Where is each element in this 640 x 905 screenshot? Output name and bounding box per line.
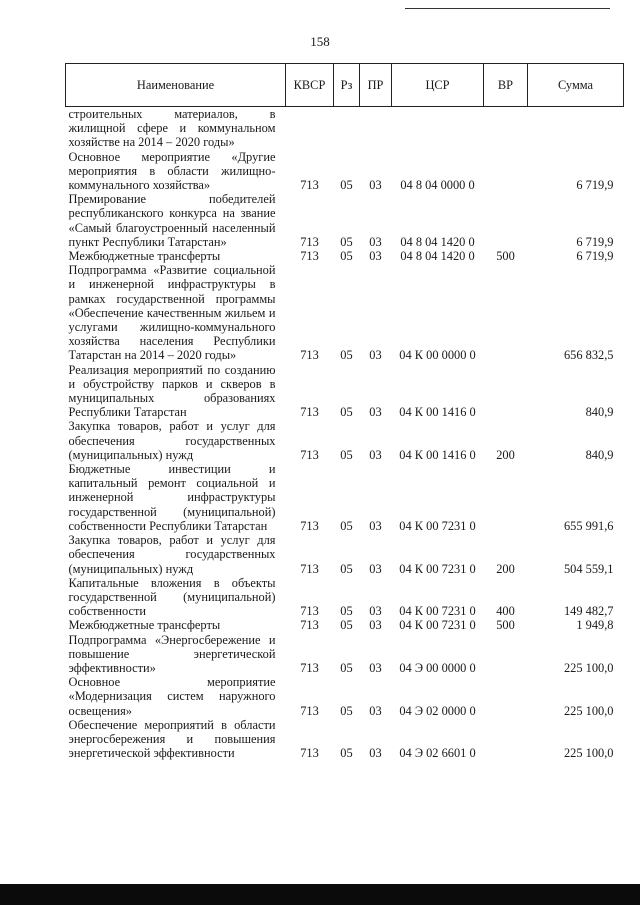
cell-rz: 05 [340, 561, 353, 576]
cell-csr: 04 8 04 0000 0 [400, 178, 475, 193]
table-row [66, 249, 624, 263]
cell-kvsr: 713 [300, 604, 319, 619]
cell-vr [484, 462, 528, 533]
header-pr: ПР [360, 64, 392, 107]
cell-kvsr: 713 [300, 703, 319, 718]
cell-vr [484, 363, 528, 420]
cell-rz: 05 [340, 178, 353, 193]
table-row [66, 633, 624, 676]
table-row [66, 150, 624, 193]
cell-sum: 225 100,0 [563, 703, 614, 718]
table-row [66, 363, 624, 420]
table-row [66, 263, 624, 362]
cell-sum: 655 991,6 [563, 518, 614, 533]
budget-table [65, 63, 624, 760]
table-row [66, 192, 624, 249]
cell-name: Капитальные вложения в объекты государственной (муниципальной) собственности [68, 575, 276, 619]
table-row [66, 462, 624, 533]
cell-pr: 03 [369, 660, 382, 675]
cell-kvsr [286, 107, 334, 150]
cell-vr: 200 [496, 447, 515, 462]
cell-rz: 05 [340, 703, 353, 718]
cell-csr: 04 К 00 0000 0 [399, 348, 476, 363]
cell-csr: 04 Э 02 0000 0 [399, 703, 476, 718]
cell-sum: 225 100,0 [563, 660, 614, 675]
cell-pr: 03 [369, 518, 382, 533]
cell-rz: 05 [340, 234, 353, 249]
cell-rz: 05 [340, 746, 353, 761]
cell-rz: 05 [340, 249, 353, 264]
scan-bottom-edge [0, 884, 640, 905]
cell-vr: 500 [496, 249, 515, 264]
cell-csr: 04 К 00 7231 0 [399, 518, 476, 533]
cell-name: Подпрограмма «Развитие социальной и инженерной инфраструктуры в рамках государственной программы «Обеспечение качественным жильем и услугами жилищно-коммунального хозяйства населения Республики Татарстан на 2014 – 2020 годы» [68, 263, 276, 363]
cell-kvsr: 713 [300, 561, 319, 576]
cell-pr: 03 [369, 234, 382, 249]
cell-rz: 05 [340, 660, 353, 675]
header-sum: Сумма [528, 64, 624, 107]
cell-sum: 6 719,9 [576, 249, 614, 264]
cell-name: Премирование победителей республиканского конкурса на звание «Самый благоустроенный населенный пункт Республики Татарстан» [68, 192, 276, 249]
cell-sum: 840,9 [585, 447, 614, 462]
cell-vr [484, 675, 528, 718]
cell-name: Реализация мероприятий по созданию и обустройству парков и скверов в муниципальных образованиях Республики Татарстан [68, 362, 276, 420]
cell-rz: 05 [340, 618, 353, 633]
cell-csr [392, 107, 484, 150]
cell-kvsr: 713 [300, 178, 319, 193]
cell-vr [484, 633, 528, 676]
cell-csr: 04 8 04 1420 0 [400, 234, 475, 249]
cell-sum: 656 832,5 [563, 348, 614, 363]
cell-vr [484, 192, 528, 249]
table-row [66, 576, 624, 619]
cell-kvsr: 713 [300, 746, 319, 761]
header-csr: ЦСР [392, 64, 484, 107]
cell-name: Обеспечение мероприятий в области энергосбережения и повышения энергетической эффективности [68, 717, 276, 761]
cell-csr: 04 Э 00 0000 0 [399, 660, 476, 675]
cell-vr: 400 [496, 604, 515, 619]
table-row [66, 107, 624, 150]
cell-pr [360, 107, 392, 150]
cell-kvsr: 713 [300, 447, 319, 462]
table-row [66, 533, 624, 576]
cell-sum: 225 100,0 [563, 746, 614, 761]
cell-pr: 03 [369, 249, 382, 264]
header-rz: Рз [334, 64, 360, 107]
cell-csr: 04 Э 02 6601 0 [399, 746, 476, 761]
header-vr: ВР [484, 64, 528, 107]
cell-pr: 03 [369, 618, 382, 633]
cell-vr: 500 [496, 618, 515, 633]
cell-sum: 6 719,9 [576, 178, 614, 193]
cell-rz: 05 [340, 447, 353, 462]
cell-pr: 03 [369, 348, 382, 363]
cell-name: Межбюджетные трансферты [68, 249, 221, 264]
cell-vr [484, 150, 528, 193]
cell-name: Бюджетные инвестиции и капитальный ремонт социальной и инженерной инфраструктуры государственной (муниципальной) собственности Республики Татарстан [68, 462, 276, 533]
cell-pr: 03 [369, 178, 382, 193]
cell-csr: 04 К 00 7231 0 [399, 561, 476, 576]
header-name: Наименование [66, 64, 286, 107]
table-header-row [66, 64, 624, 107]
cell-vr [484, 263, 528, 362]
page-number: 158 [310, 34, 330, 49]
cell-vr: 200 [496, 561, 515, 576]
table-row [66, 675, 624, 718]
cell-rz: 05 [340, 348, 353, 363]
table-row [66, 618, 624, 632]
cell-rz: 05 [340, 518, 353, 533]
cell-sum: 840,9 [585, 405, 614, 420]
cell-pr: 03 [369, 746, 382, 761]
cell-sum: 149 482,7 [563, 604, 614, 619]
cell-rz [334, 107, 360, 150]
cell-rz: 05 [340, 405, 353, 420]
cell-name: Подпрограмма «Энергосбережение и повышение энергетической эффективности» [68, 632, 276, 675]
cell-csr: 04 8 04 1420 0 [400, 249, 475, 264]
cell-rz: 05 [340, 604, 353, 619]
cell-sum: 6 719,9 [576, 234, 614, 249]
cell-name: Межбюджетные трансферты [68, 618, 221, 633]
cell-vr [484, 718, 528, 761]
cell-csr: 04 К 00 7231 0 [399, 604, 476, 619]
cell-sum: 1 949,8 [576, 618, 614, 633]
cell-pr: 03 [369, 604, 382, 619]
cell-name: Закупка товаров, работ и услуг для обеспечения государственных (муниципальных) нужд [68, 419, 276, 462]
cell-vr [484, 107, 528, 150]
cell-csr: 04 К 00 1416 0 [399, 405, 476, 420]
cell-pr: 03 [369, 561, 382, 576]
cell-name: Основное мероприятие «Другие мероприятия в области жилищно-коммунального хозяйства» [68, 149, 276, 193]
top-rule [405, 8, 610, 9]
cell-kvsr: 713 [300, 660, 319, 675]
cell-kvsr: 713 [300, 348, 319, 363]
cell-sum [528, 107, 624, 150]
cell-kvsr: 713 [300, 618, 319, 633]
cell-kvsr: 713 [300, 405, 319, 420]
table-row [66, 718, 624, 761]
cell-pr: 03 [369, 703, 382, 718]
cell-sum: 504 559,1 [563, 561, 614, 576]
cell-kvsr: 713 [300, 234, 319, 249]
cell-kvsr: 713 [300, 249, 319, 264]
cell-name: строительных материалов, в жилищной сфере и коммунальном хозяйстве на 2014 – 2020 годы» [68, 107, 276, 150]
cell-name: Закупка товаров, работ и услуг для обеспечения государственных (муниципальных) нужд [68, 533, 276, 576]
cell-pr: 03 [369, 447, 382, 462]
header-kvsr: КВСР [286, 64, 334, 107]
cell-pr: 03 [369, 405, 382, 420]
cell-kvsr: 713 [300, 518, 319, 533]
cell-name: Основное мероприятие «Модернизация систем наружного освещения» [68, 675, 276, 718]
table-row [66, 419, 624, 462]
cell-csr: 04 К 00 1416 0 [399, 447, 476, 462]
cell-csr: 04 К 00 7231 0 [399, 618, 476, 633]
